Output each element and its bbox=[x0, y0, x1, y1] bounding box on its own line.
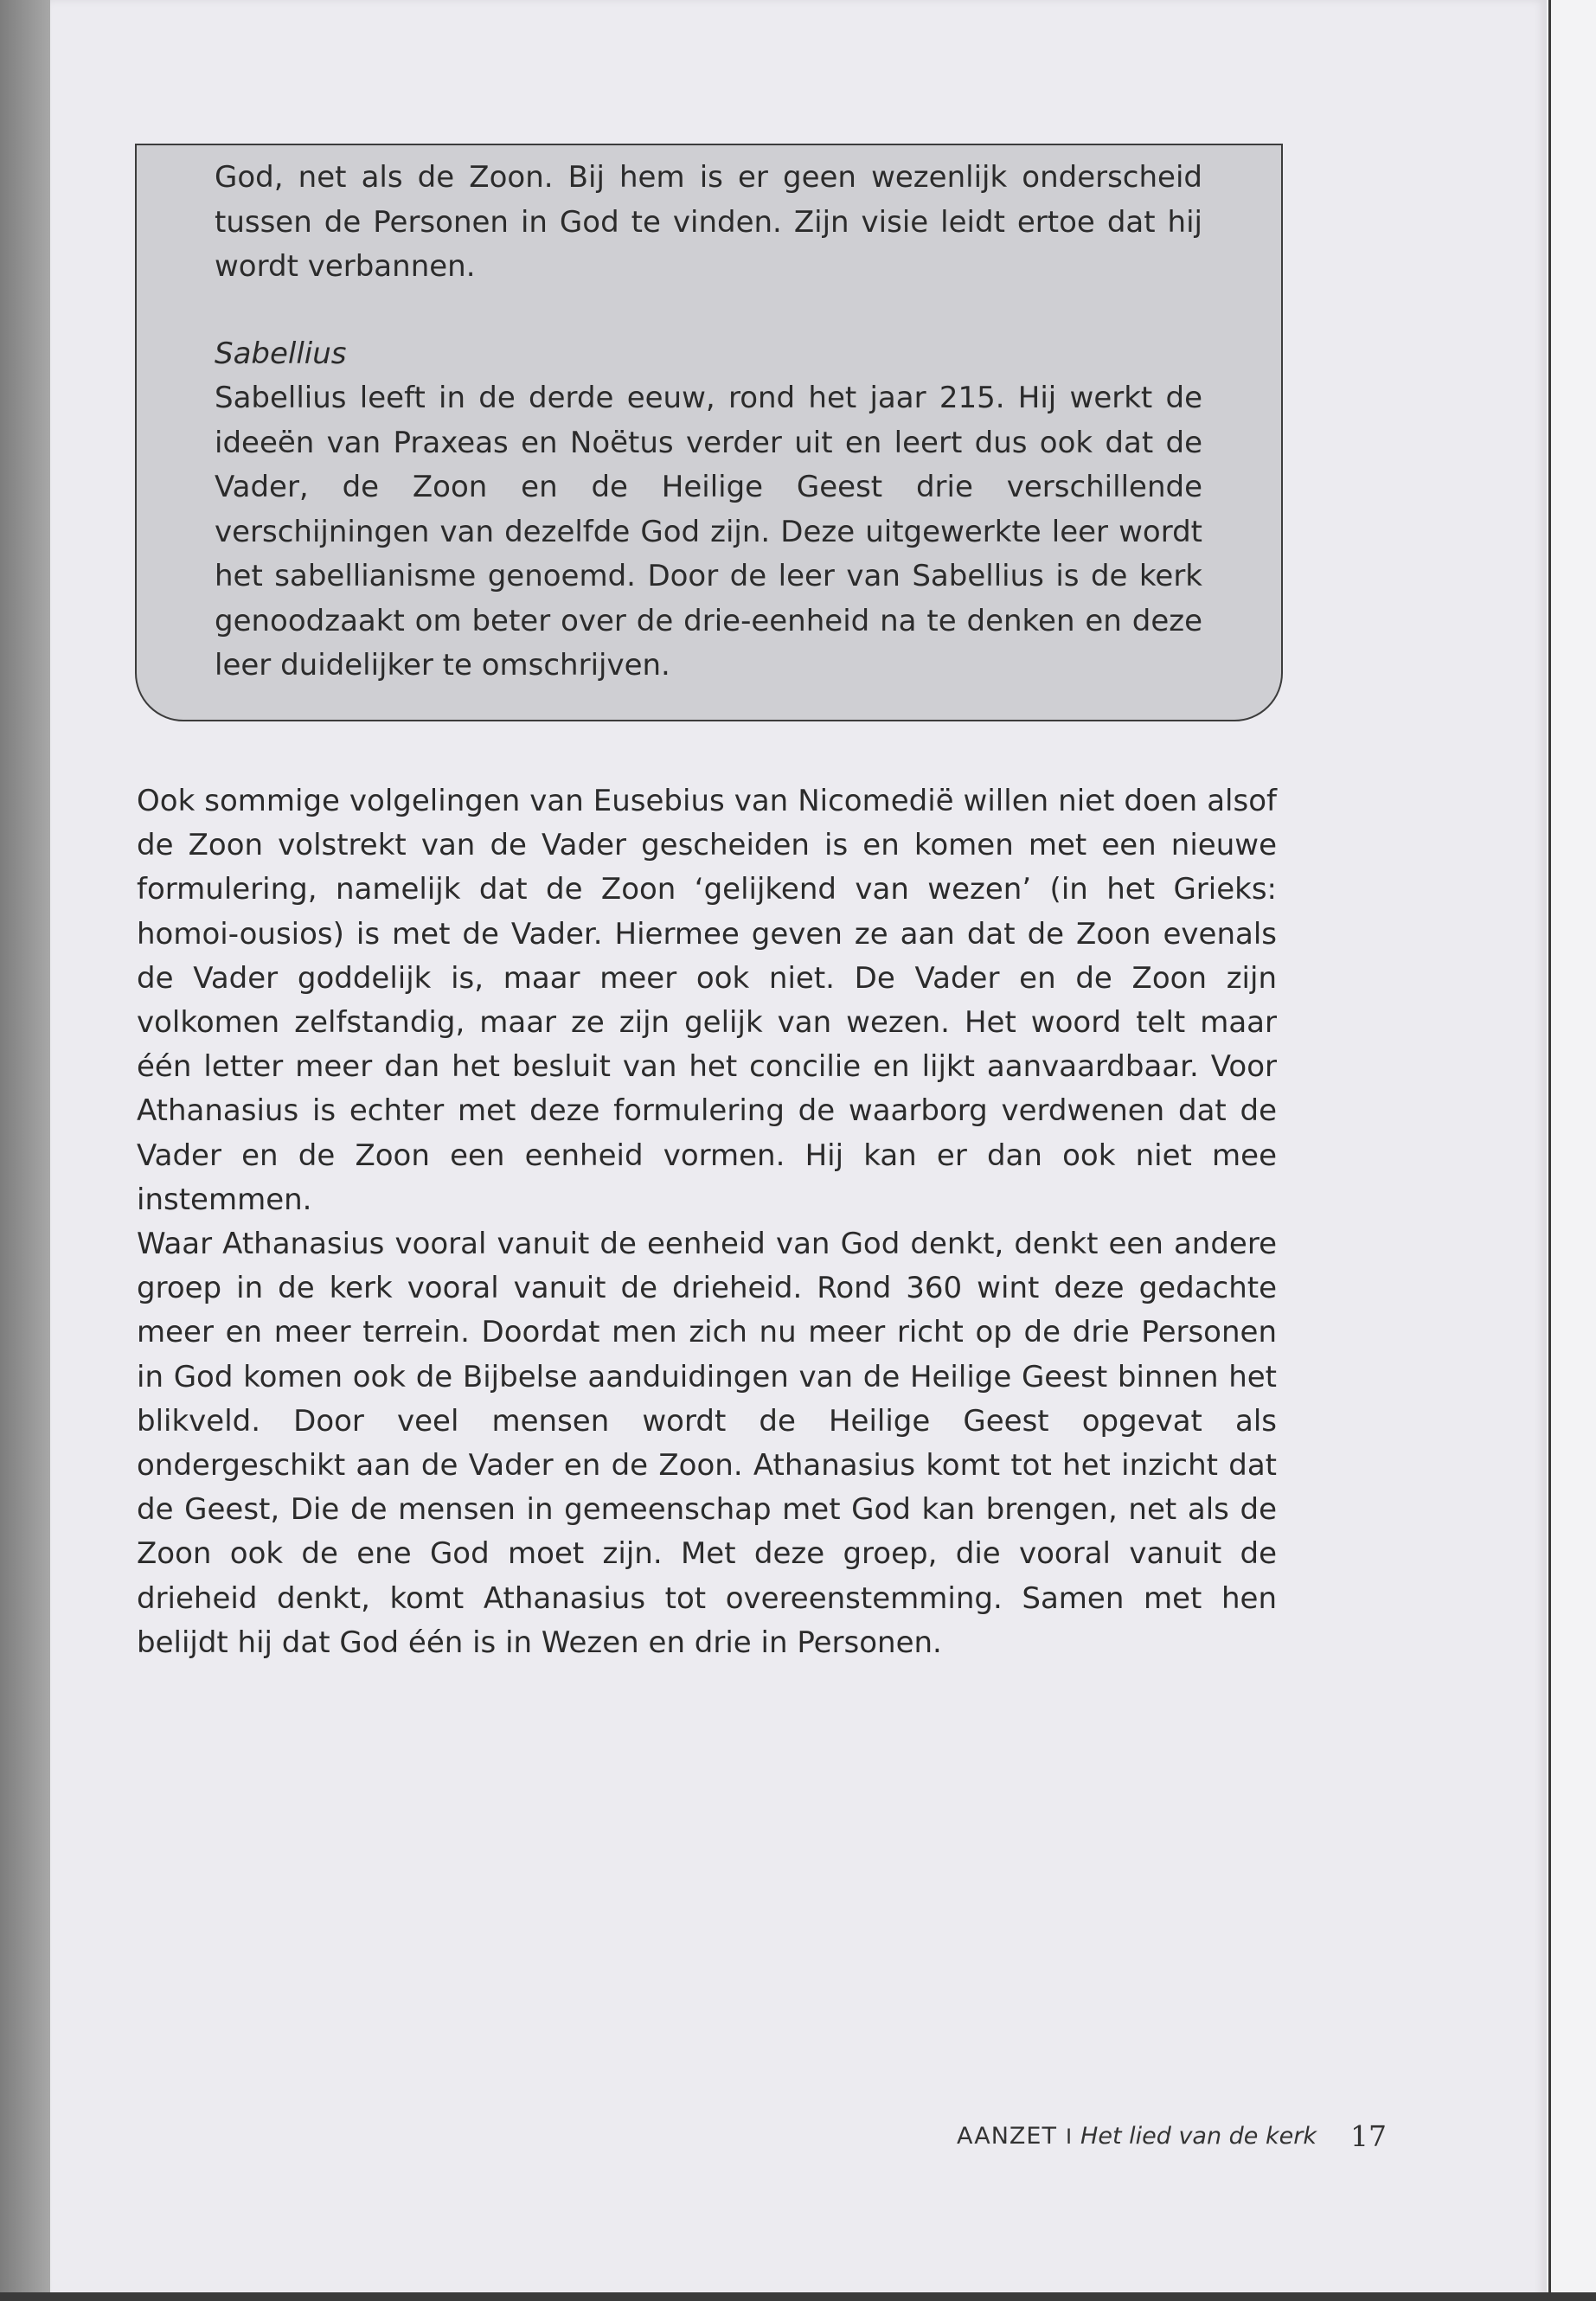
page-bottom-edge bbox=[0, 2292, 1596, 2301]
box-paragraph: Sabellius leeft in de derde eeuw, rond het jaar 215. Hij werkt de ideeën van Praxeas en Noëtus verder uit en leert dus ook dat de Vader, de Zoon en de Heilige Geest drie verschillende verschijningen van dezelfde God zijn. Deze uitgewerkte leer wordt het sabellianisme genoemd. Door de leer van Sabellius is de kerk genoodzaakt om beter over de drie-eenheid na te denken en deze leer duidelijker te omschrijven. bbox=[215, 381, 1202, 683]
body-paragraph-1: Ook sommige volgelingen van Eusebius van Nicomedië willen niet doen alsof de Zoon volstrekt van de Vader gescheiden is en komen met een nieuwe formulering, namelijk dat de Zoon ‘gelijkend van wezen’ (in het Grieks: homoi-ousios) is met de Vader. Hiermee geven ze aan dat de Zoon evenals de Vader goddelijk is, maar meer ook niet. De Vader en de Zoon zijn volkomen zelfstandig, maar ze zijn gelijk van wezen. Het woord telt maar één letter meer dan het besluit van het concilie en lijkt aanvaardbaar. Voor Athanasius is echter met deze formulering de waarborg verdwenen dat de Vader en de Zoon een eenheid vormen. Hij kan er dan ook niet mee instemmen. bbox=[137, 784, 1277, 1217]
edge-line bbox=[1548, 0, 1551, 2301]
footer-series: AANZET bbox=[957, 2123, 1057, 2150]
page-right-edge bbox=[1547, 0, 1596, 2301]
main-text bbox=[137, 779, 1277, 1665]
page-left-edge bbox=[0, 0, 50, 2301]
page-number: 17 bbox=[1350, 2119, 1387, 2153]
footer-separator: I bbox=[1065, 2125, 1073, 2149]
box-heading: Sabellius bbox=[215, 336, 347, 371]
footer-title: Het lied van de kerk bbox=[1080, 2123, 1317, 2150]
paragraph-gap bbox=[215, 290, 1202, 332]
sidebar-box bbox=[135, 144, 1283, 721]
box-intro-paragraph: God, net als de Zoon. Bij hem is er geen wezenlijk onderscheid tussen de Personen in God te vinden. Zijn visie leidt ertoe dat hij wordt verbannen. bbox=[215, 160, 1202, 284]
sidebar-box-text bbox=[215, 156, 1202, 689]
body-paragraph-2: Waar Athanasius vooral vanuit de eenheid van God denkt, denkt een andere groep in de kerk vooral vanuit de drieheid. Rond 360 wint deze gedachte meer en meer terrein. Doordat men zich nu meer richt op de drie Personen in God komen ook de Bijbelse aanduidingen van de Heilige Geest binnen het blikveld. Door veel mensen wordt de Heilige Geest opgevat als ondergeschikt aan de Vader en de Zoon. Athanasius komt tot het inzicht dat de Geest, Die de mensen in gemeenschap met God kan brengen, net als de Zoon ook de ene God moet zijn. Met deze groep, die vooral vanuit de drieheid denkt, komt Athanasius tot overeenstemming. Samen met hen belijdt hij dat God één is in Wezen en drie in Personen. bbox=[137, 1227, 1277, 1660]
page-footer bbox=[957, 2119, 1389, 2153]
